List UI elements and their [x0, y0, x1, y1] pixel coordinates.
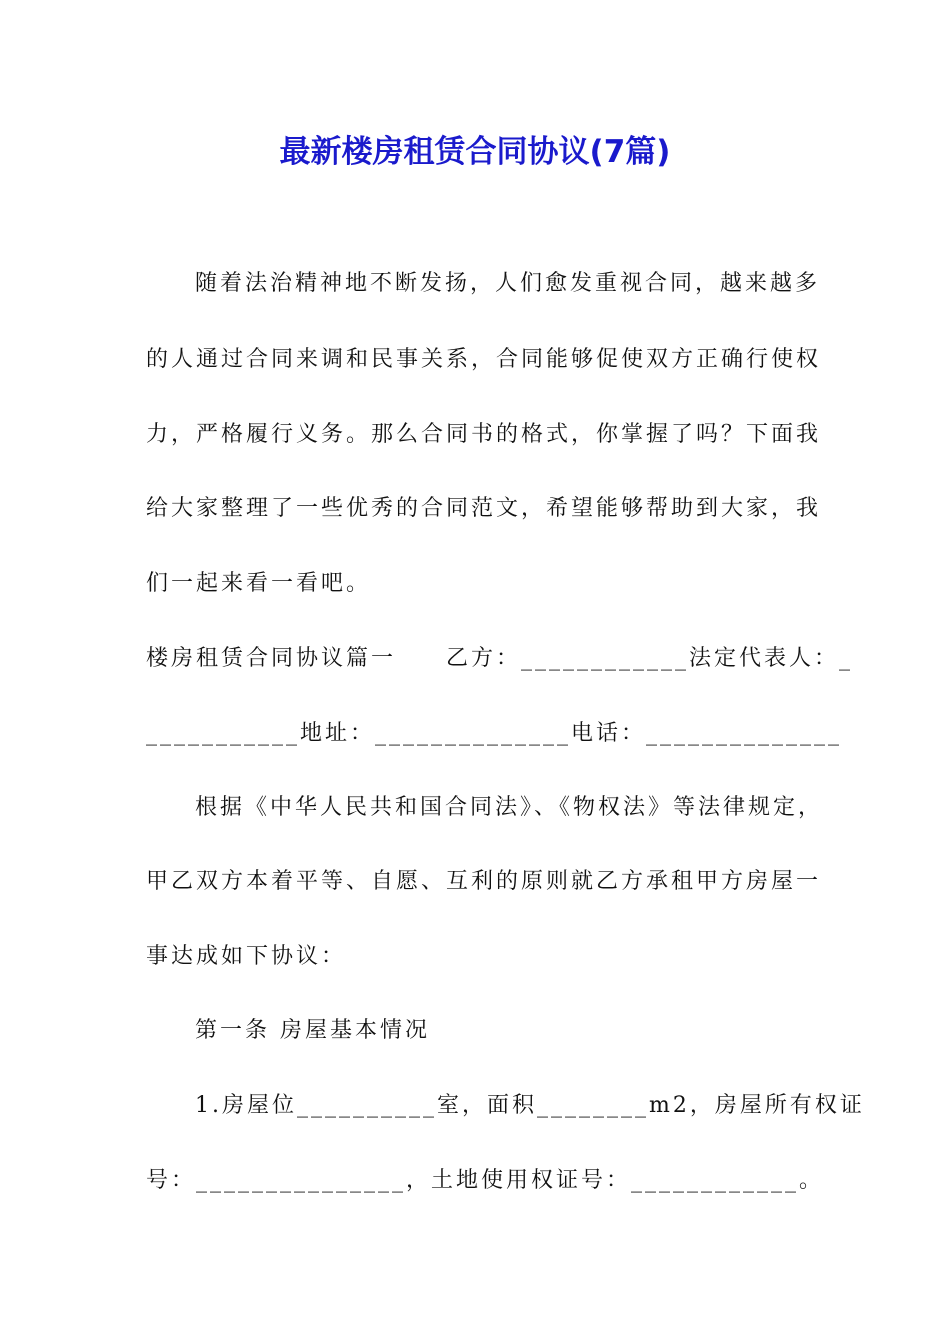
- clause-line-2: 号：_______________，土地使用权证号：____________。: [146, 1168, 825, 1193]
- document-title: 最新楼房租赁合同协议(7篇): [279, 134, 671, 170]
- intro-line-5: 们一起来看一看吧。: [146, 571, 372, 596]
- legal-basis-line-1: 根据《中华人民共和国合同法》、《物权法》等法律规定，: [195, 795, 824, 820]
- intro-line-1: 随着法治精神地不断发扬，人们愈发重视合同，越来越多: [195, 271, 821, 296]
- legal-basis-line-2: 甲乙双方本着平等、自愿、互利的原则就乙方承租甲方房屋一: [146, 869, 822, 894]
- legal-basis-line-3: 事达成如下协议：: [146, 944, 347, 969]
- party-info-line-2: ___________地址：______________电话：______________: [146, 721, 843, 746]
- article-heading: 第一条 房屋基本情况: [195, 1018, 430, 1043]
- intro-line-3: 力，严格履行义务。那么合同书的格式，你掌握了吗？下面我: [146, 422, 822, 447]
- clause-line-1: 1.房屋位__________室，面积________m2，房屋所有权证: [195, 1093, 865, 1118]
- party-info-line-1: 楼房租赁合同协议篇一 乙方：____________法定代表人：_: [146, 646, 854, 671]
- intro-line-2: 的人通过合同来调和民事关系，合同能够促使双方正确行使权: [146, 347, 822, 372]
- intro-line-4: 给大家整理了一些优秀的合同范文，希望能够帮助到大家，我: [146, 496, 822, 521]
